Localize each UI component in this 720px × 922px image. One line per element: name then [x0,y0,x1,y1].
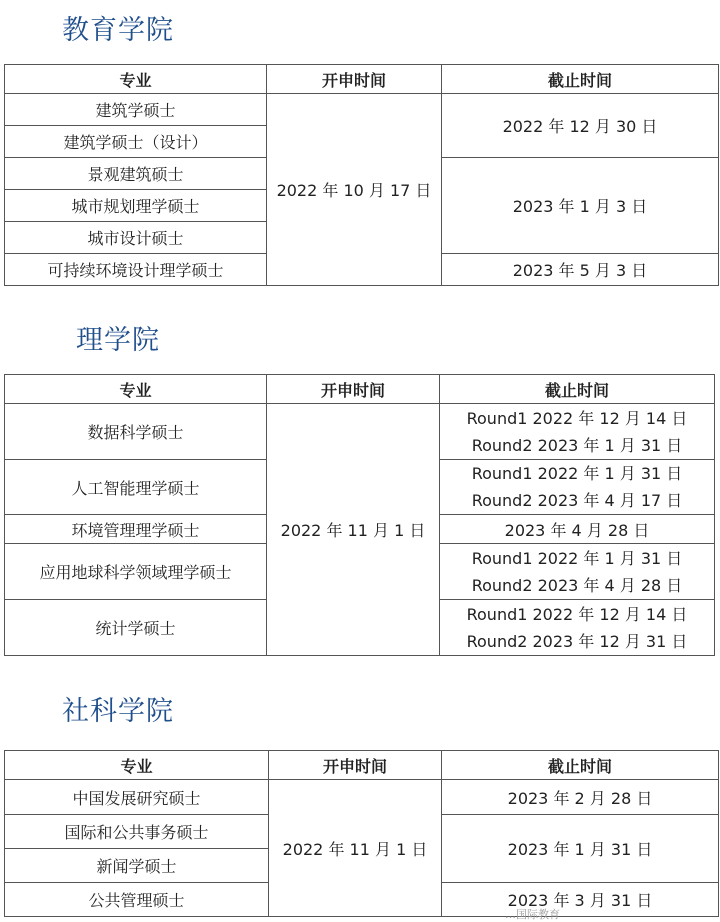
header-major: 专业 [5,751,269,780]
open-date-cell: 2022 年 11 月 1 日 [269,780,442,917]
header-major: 专业 [5,375,267,404]
social-science-table [4,750,719,917]
major-cell: 建筑学硕士（设计） [5,126,267,158]
deadline-cell [440,404,715,460]
education-table [4,64,719,286]
science-table [4,374,715,656]
major-cell: 城市规划理学硕士 [5,190,267,222]
deadline-cell: 2023 年 2 月 28 日 [442,780,719,815]
table-row [5,780,719,815]
major-cell: 公共管理硕士 [5,883,269,917]
header-deadline: 截止时间 [442,751,719,780]
major-cell: 新闻学硕士 [5,849,269,883]
table-header-row [5,751,719,780]
section-title-education: 教育学院 [62,15,174,46]
major-cell: 景观建筑硕士 [5,158,267,190]
major-cell: 可持续环境设计理学硕士 [5,254,267,286]
major-cell: 国际和公共事务硕士 [5,815,269,849]
table-header-row [5,375,715,404]
deadline-cell: 2023 年 1 月 31 日 [442,815,719,883]
table-header-row [5,65,719,94]
major-cell: 中国发展研究硕士 [5,780,269,815]
major-cell: 城市设计硕士 [5,222,267,254]
header-open: 开申时间 [269,751,442,780]
deadline-cell: 2023 年 3 月 31 日 [442,883,719,917]
table-row [5,94,719,126]
major-cell: 应用地球科学领域理学硕士 [5,544,267,600]
open-date-cell: 2022 年 10 月 17 日 [267,94,442,286]
deadline-cell: 2023 年 1 月 3 日 [442,158,719,254]
deadline-cell: 2023 年 4 月 28 日 [440,515,715,544]
deadline-round2: Round2 2023 年 1 月 31 日 [471,435,683,455]
major-cell: 数据科学硕士 [5,404,267,460]
header-deadline: 截止时间 [440,375,715,404]
open-date-cell: 2022 年 11 月 1 日 [267,404,440,656]
watermark: …国际教育 [505,908,560,921]
deadline-round2: Round2 2023 年 4 月 28 日 [471,575,683,595]
major-cell: 人工智能理学硕士 [5,460,267,515]
section-title-science: 理学院 [76,325,160,356]
header-open: 开申时间 [267,375,440,404]
deadline-round1: Round1 2022 年 12 月 14 日 [466,408,688,428]
deadline-cell: 2022 年 12 月 30 日 [442,94,719,158]
deadline-round1: Round1 2022 年 1 月 31 日 [471,464,683,483]
header-major: 专业 [5,65,267,94]
major-cell: 统计学硕士 [5,600,267,656]
deadline-cell [440,460,715,515]
deadline-cell: 2023 年 5 月 3 日 [442,254,719,286]
deadline-round1: Round1 2022 年 12 月 14 日 [466,604,688,624]
header-open: 开申时间 [267,65,442,94]
table-row [5,404,715,460]
deadline-round1: Round1 2022 年 1 月 31 日 [471,548,683,568]
header-deadline: 截止时间 [442,65,719,94]
deadline-cell [440,544,715,600]
deadline-round2: Round2 2023 年 4 月 17 日 [471,491,683,510]
deadline-cell [440,600,715,656]
major-cell: 环境管理理学硕士 [5,515,267,544]
section-title-social-science: 社科学院 [62,696,174,727]
deadline-round2: Round2 2023 年 12 月 31 日 [466,631,688,651]
major-cell: 建筑学硕士 [5,94,267,126]
